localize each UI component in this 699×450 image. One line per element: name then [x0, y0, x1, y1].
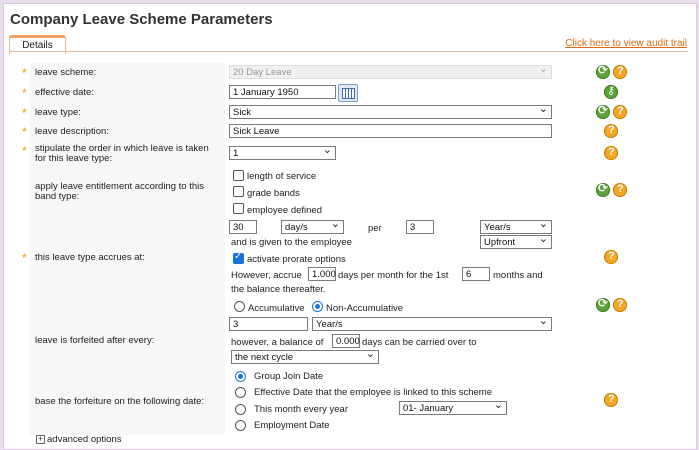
order-label-line2: for this leave type: [35, 153, 113, 164]
order-select[interactable]: 1 ⌄ [229, 146, 336, 160]
grade-bands-checkbox[interactable] [233, 186, 244, 197]
leave-scheme-select: 20 Day Leave ⌄ [229, 65, 552, 79]
required-star: * [22, 66, 27, 80]
help-icon[interactable] [604, 393, 618, 407]
employment-date-label: Employment Date [254, 420, 330, 431]
accumulative-label: Accumulative [248, 303, 305, 314]
prorate-label: activate prorate options [247, 254, 346, 265]
group-join-date-label: Group Join Date [254, 371, 324, 382]
help-icon[interactable] [613, 183, 627, 197]
effective-date-input[interactable]: 1 January 1950 [229, 85, 336, 99]
length-of-service-checkbox[interactable] [233, 170, 244, 181]
advanced-options-toggle[interactable] [36, 434, 121, 445]
refresh-icon[interactable] [596, 298, 610, 312]
accrue-text1: However, accrue [231, 270, 302, 281]
band-label-line1: apply leave entitlement according to this [35, 181, 204, 192]
leave-scheme-label: leave scheme: [35, 67, 97, 78]
help-icon[interactable] [613, 65, 627, 79]
help-icon[interactable] [613, 298, 627, 312]
balance-input[interactable]: 0.000 [332, 334, 360, 348]
required-star: * [22, 125, 27, 139]
non-accumulative-label: Non-Accumulative [326, 303, 404, 314]
group-join-date-radio[interactable] [235, 371, 246, 382]
help-icon[interactable] [604, 146, 618, 160]
non-accumulative-radio[interactable] [312, 301, 323, 312]
employee-defined-checkbox[interactable] [233, 203, 244, 214]
given-select[interactable]: Upfront ⌄ [480, 235, 552, 249]
leave-type-select[interactable]: Sick ⌄ [229, 105, 552, 119]
carry-over-select[interactable]: the next cycle ⌄ [231, 350, 379, 364]
page-title: Company Leave Scheme Parameters [10, 11, 273, 28]
balance-text1: however, a balance of [231, 337, 324, 348]
order-label-line1: stipulate the order in which leave is taken [35, 143, 209, 154]
help-icon[interactable] [613, 105, 627, 119]
per-value-input[interactable]: 3 [406, 220, 434, 234]
effective-date-label: effective date: [35, 87, 94, 98]
forfeit-period-unit-select[interactable]: Year/s ⌄ [312, 317, 552, 331]
required-star: * [22, 251, 27, 265]
required-star: * [22, 86, 27, 100]
forfeit-label: leave is forfeited after every: [35, 335, 155, 346]
label-column [30, 63, 225, 435]
this-month-radio[interactable] [235, 404, 246, 415]
accrue-text3: months and [493, 270, 543, 281]
leave-description-input[interactable]: Sick Leave [229, 124, 552, 138]
employee-defined-label: employee defined [247, 205, 322, 216]
employment-date-radio[interactable] [235, 420, 246, 431]
tab-divider [9, 51, 688, 52]
band-label-line2: band type: [35, 191, 80, 202]
length-of-service-label: length of service [247, 171, 317, 182]
help-icon[interactable] [604, 250, 618, 264]
leave-type-label: leave type: [35, 107, 81, 118]
accumulative-radio[interactable] [234, 301, 245, 312]
month-select[interactable]: 01- January ⌄ [399, 401, 507, 415]
refresh-icon[interactable] [596, 65, 610, 79]
leave-description-label: leave description: [35, 126, 109, 137]
this-month-label: This month every year [254, 404, 348, 415]
accrue-rate-input[interactable]: 1.000 [308, 267, 336, 281]
per-unit-select[interactable]: Year/s ⌄ [480, 220, 552, 234]
effective-date-radio[interactable] [235, 387, 246, 398]
calendar-icon[interactable] [338, 84, 358, 102]
accrue-months-input[interactable]: 6 [462, 267, 490, 281]
forfeit-period-input[interactable]: 3 [229, 317, 308, 331]
key-icon[interactable] [604, 85, 618, 99]
balance-text2: days can be carried over to [362, 337, 477, 348]
given-text: and is given to the employee [231, 237, 352, 248]
refresh-icon[interactable] [596, 183, 610, 197]
help-icon[interactable] [604, 124, 618, 138]
required-star: * [22, 106, 27, 120]
accrue-text2: days per month for the 1st [338, 270, 449, 281]
accrue-text4: the balance thereafter. [231, 284, 326, 295]
prorate-checkbox[interactable] [233, 253, 244, 264]
tab-details[interactable]: Details [9, 35, 66, 54]
effective-date-option-label: Effective Date that the employee is linked to this scheme [254, 387, 492, 398]
refresh-icon[interactable] [596, 105, 610, 119]
required-star: * [22, 144, 27, 158]
grade-bands-label: grade bands [247, 188, 300, 199]
per-label: per [368, 223, 382, 234]
expand-icon: + [36, 435, 45, 444]
forfeit-base-label: base the forfeiture on the following date: [35, 396, 205, 407]
advanced-options-label: advanced options [47, 434, 122, 445]
entitlement-amount-input[interactable]: 30 [229, 220, 257, 234]
audit-trail-link[interactable]: Click here to view audit trail [565, 38, 687, 49]
entitlement-unit-select[interactable]: day/s ⌄ [281, 220, 344, 234]
accrues-label: this leave type accrues at: [35, 252, 145, 263]
